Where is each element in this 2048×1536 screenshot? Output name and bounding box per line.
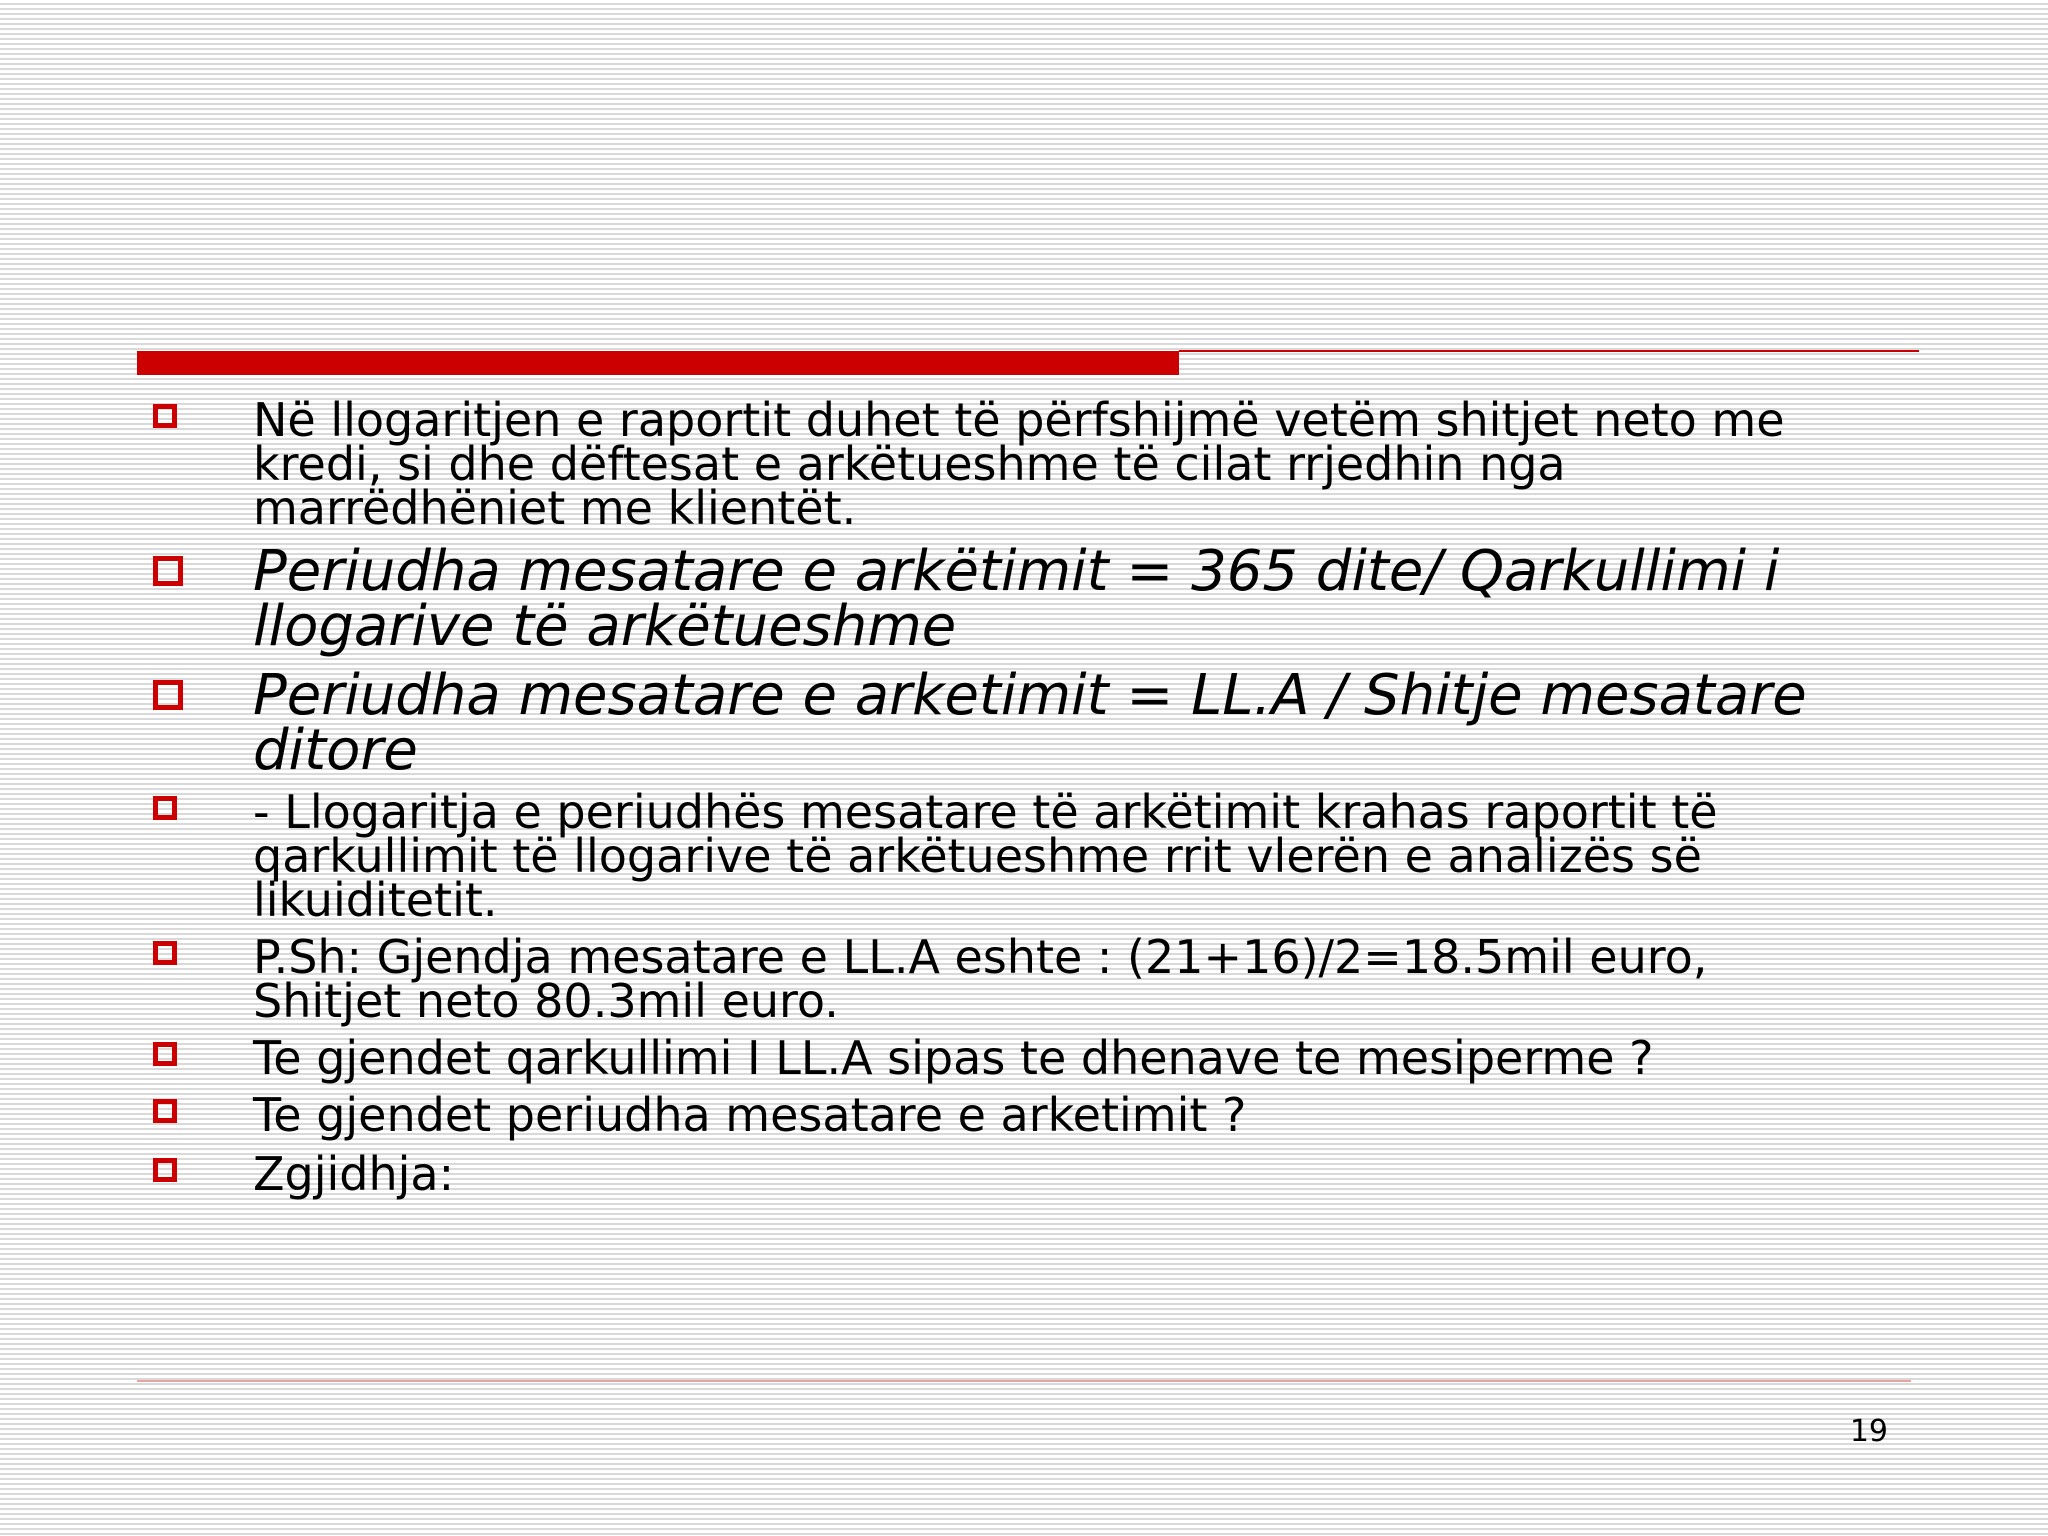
- list-item: [150, 930, 1910, 1028]
- formula-text-line: llogarive të arkëtueshme: [253, 594, 957, 659]
- page-number: 19: [1849, 1414, 1888, 1449]
- list-item: [150, 539, 1910, 659]
- bullet-text-line: Te gjendet periudha mesatare e arketimit ?: [253, 1088, 1247, 1142]
- hollow-square-bullet-icon: [153, 404, 177, 428]
- hollow-square-bullet-icon: [153, 941, 177, 965]
- title-accent-line: [1179, 350, 1919, 352]
- hollow-square-bullet-icon: [153, 1158, 177, 1182]
- footer-divider: [137, 1380, 1911, 1382]
- list-item: [150, 785, 1910, 927]
- bullet-text-line: Shitjet neto 80.3mil euro.: [253, 974, 839, 1028]
- bullet-text-line: Te gjendet qarkullimi I LL.A sipas te dhenave te mesiperme ?: [253, 1031, 1654, 1085]
- bullet-text-line: kredi, si dhe dëftesat e arkëtueshme të cilat rrjedhin nga: [253, 437, 1566, 491]
- hollow-square-bullet-icon: [153, 1099, 177, 1123]
- bullet-text-line: marrëdhëniet me klientët.: [253, 481, 857, 535]
- bullet-text-line: P.Sh: Gjendja mesatare e LL.A eshte : (21+16)/2=18.5mil euro,: [253, 930, 1708, 984]
- formula-text-line: ditore: [253, 718, 418, 783]
- list-item: [150, 1031, 1910, 1085]
- bullet-text-line: Zgjidhja:: [253, 1147, 455, 1201]
- list-item: [150, 1147, 1910, 1201]
- list-item: [150, 1088, 1910, 1142]
- hollow-square-bullet-icon: [153, 680, 183, 710]
- list-item: [150, 393, 1910, 535]
- formula-text-line: Periudha mesatare e arkëtimit = 365 dite/ Qarkullimi i: [253, 539, 1780, 604]
- formula-text-line: Periudha mesatare e arketimit = LL.A / Shitje mesatare: [253, 663, 1807, 728]
- bullet-text-line: - Llogaritja e periudhës mesatare të arkëtimit krahas raportit të: [253, 785, 1718, 839]
- bullet-list: [150, 393, 1910, 1201]
- bullet-text-line: Në llogaritjen e raportit duhet të përfshijmë vetëm shitjet neto me: [253, 393, 1785, 447]
- hollow-square-bullet-icon: [153, 1042, 177, 1066]
- bullet-text-line: likuiditetit.: [253, 873, 498, 927]
- list-item: [150, 663, 1910, 783]
- bullet-text-line: qarkullimit të llogarive të arkëtueshme rrit vlerën e analizës së: [253, 829, 1702, 883]
- title-accent-bar: [137, 351, 1179, 375]
- hollow-square-bullet-icon: [153, 556, 183, 586]
- hollow-square-bullet-icon: [153, 796, 177, 820]
